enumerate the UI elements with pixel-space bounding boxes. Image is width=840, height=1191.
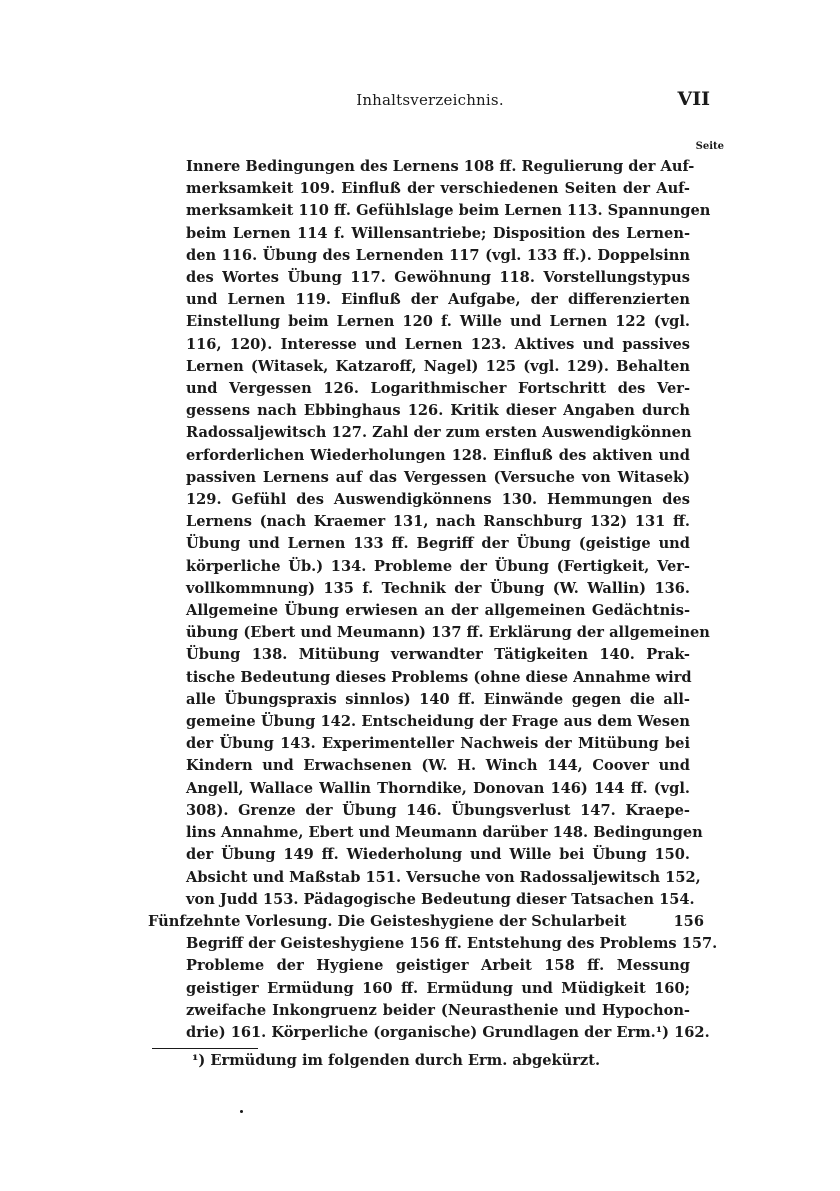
toc-line: beim Lernen 114 f. Willensantriebe; Disposition des Lernen- [186, 224, 690, 242]
toc-line: 308). Grenze der Übung 146. Übungsverlust 147. Kraepe- [186, 801, 690, 819]
toc-line: merksamkeit 110 ff. Gefühlslage beim Lernen 113. Spannungen [186, 202, 711, 220]
toc-line: Radossaljewitsch 127. Zahl der zum ersten Auswendigkönnen [186, 424, 692, 442]
running-head [150, 88, 710, 115]
toc-line: drie) 161. Körperliche (organische) Grundlagen der Erm.¹) 162. [186, 1023, 710, 1041]
toc-line: alle Übungspraxis sinnlos) 140 ff. Einwände gegen die all- [186, 690, 690, 708]
chapter-heading: Fünfzehnte Vorlesung. Die Geisteshygiene der Schularbeit [148, 912, 627, 930]
stray-print-mark [240, 1110, 243, 1113]
toc-line: Übung und Lernen 133 ff. Begriff der Übung (geistige und [186, 535, 690, 553]
toc-line: Angell, Wallace Wallin Thorndike, Donovan 146) 144 ff. (vgl. [186, 779, 690, 797]
toc-line: Probleme der Hygiene geistiger Arbeit 158 ff. Messung [186, 957, 690, 975]
toc-line: des Wortes Übung 117. Gewöhnung 118. Vorstellungstypus [186, 269, 690, 287]
toc-line: Kindern und Erwachsenen (W. H. Winch 144, Coover und [186, 757, 690, 775]
toc-line: Lernen (Witasek, Katzaroff, Nagel) 125 (vgl. 129). Behalten [186, 357, 690, 375]
page-number: VII [677, 88, 710, 110]
chapter-page-number: 156 [673, 912, 704, 930]
toc-line: zweifache Inkongruenz beider (Neurasthenie und Hypochon- [186, 1001, 690, 1019]
chapter-heading-line [148, 911, 704, 933]
toc-line: Lernens (nach Kraemer 131, nach Ranschburg 132) 131 ff. [186, 513, 690, 531]
toc-line: 129. Gefühl des Auswendigkönnens 130. Hemmungen des [186, 491, 690, 509]
running-title: Inhaltsverzeichnis. [356, 91, 504, 109]
toc-line: Begriff der Geisteshygiene 156 ff. Entstehung des Problems 157. [186, 935, 718, 953]
toc-line: Innere Bedingungen des Lernens 108 ff. Regulierung der Auf- [186, 158, 695, 175]
toc-line: lins Annahme, Ebert und Meumann darüber 148. Bedingungen [186, 824, 703, 842]
toc-line: merksamkeit 109. Einfluß der verschiedenen Seiten der Auf- [186, 180, 690, 198]
toc-line: der Übung 149 ff. Wiederholung und Wille bei Übung 150. [186, 846, 690, 864]
seite-column-label: Seite [695, 141, 724, 152]
toc-line: körperliche Üb.) 134. Probleme der Übung (Fertigkeit, Ver- [186, 557, 690, 575]
toc-line: passiven Lernens auf das Vergessen (Versuche von Witasek) [186, 468, 690, 486]
toc-line: tische Bedeutung dieses Problems (ohne diese Annahme wird [186, 668, 692, 686]
toc-line: erforderlichen Wiederholungen 128. Einfluß des aktiven und [186, 446, 690, 464]
toc-line: den 116. Übung des Lernenden 117 (vgl. 133 ff.). Doppelsinn [186, 246, 690, 264]
toc-line: Absicht und Maßstab 151. Versuche von Radossaljewitsch 152, [186, 868, 701, 886]
toc-line: geistiger Ermüdung 160 ff. Ermüdung und Müdigkeit 160; [186, 979, 690, 997]
footnote-rule [152, 1048, 258, 1049]
toc-line: der Übung 143. Experimenteller Nachweis der Mitübung bei [186, 735, 690, 753]
toc-line: Übung 138. Mitübung verwandter Tätigkeiten 140. Prak- [186, 646, 690, 664]
toc-line: von Judd 153. Pädagogische Bedeutung dieser Tatsachen 154. [186, 890, 695, 908]
toc-line: vollkommnung) 135 f. Technik der Übung (W. Wallin) 136. [186, 579, 690, 597]
toc-line: gemeine Übung 142. Entscheidung der Frage aus dem Wesen [186, 713, 690, 731]
toc-line: und Lernen 119. Einfluß der Aufgabe, der differenzierten [186, 291, 690, 309]
toc-line: Allgemeine Übung erwiesen an der allgemeinen Gedächtnis- [186, 602, 690, 620]
toc-line: übung (Ebert und Meumann) 137 ff. Erklärung der allgemeinen [186, 624, 710, 642]
toc-line: gessens nach Ebbinghaus 126. Kritik dieser Angaben durch [186, 402, 690, 420]
footnote: ¹) Ermüdung im folgenden durch Erm. abgekürzt. [192, 1052, 601, 1069]
toc-line: und Vergessen 126. Logarithmischer Fortschritt des Ver- [186, 380, 690, 398]
toc-line: 116, 120). Interesse und Lernen 123. Aktives und passives [186, 335, 690, 353]
toc-entry-block-1 [186, 156, 711, 911]
toc-body [148, 156, 718, 1044]
toc-line: Einstellung beim Lernen 120 f. Wille und Lernen 122 (vgl. [186, 313, 690, 331]
toc-entry-block-2 [186, 933, 718, 1044]
